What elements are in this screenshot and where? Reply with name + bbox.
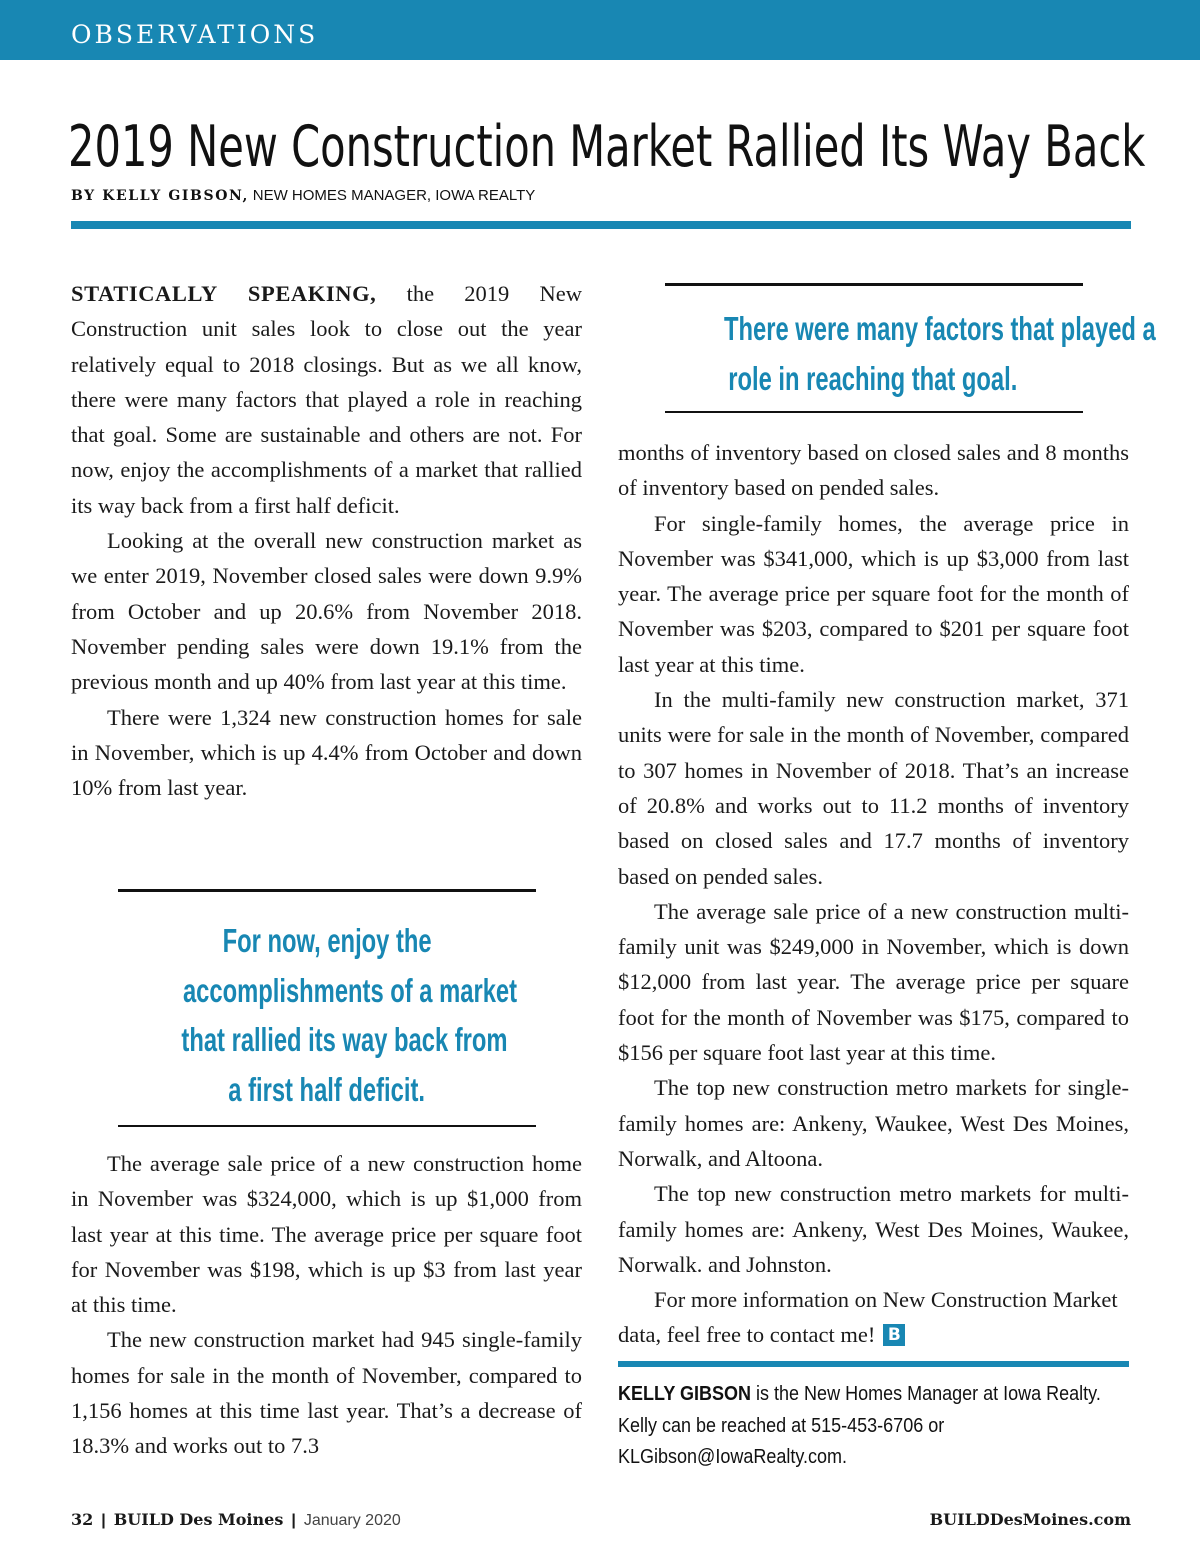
left-column-top	[71, 276, 582, 805]
body-paragraph: In the multi-family new construction market, 371 units were for sale in the month of November, compared to 307 homes in November of 2018. That’s an increase of 20.8% and works out to 11.2 months of inventory based on closed sales and 17.7 months of inventory based on pended sales.	[618, 687, 1129, 889]
pullquote-top-rule	[665, 283, 1083, 286]
bio-divider	[618, 1361, 1129, 1367]
body-paragraph: The top new construction metro markets for multi-family homes are: Ankeny, West Des Moines, Waukee, Norwalk. and Johnston.	[618, 1181, 1129, 1277]
magazine-name: BUILD Des Moines	[113, 1510, 284, 1529]
body-paragraph: The average sale price of a new construction home in November was $324,000, which is up $1,000 from last year at this time. The average price per square foot for November was $198, which is up $3 from last year at this time.	[71, 1151, 582, 1318]
pullquote-left	[118, 916, 536, 1114]
body-paragraph: There were 1,324 new construction homes for sale in November, which is up 4.4% from October and down 10% from last year.	[71, 704, 582, 801]
body-paragraph: months of inventory based on closed sales and 8 months of inventory based on pended sales.	[618, 440, 1129, 501]
section-header-bar	[0, 0, 1200, 60]
pullquote-line: that rallied its way back from	[181, 1021, 508, 1058]
body-paragraph	[71, 276, 582, 523]
body-paragraph: Looking at the overall new construction market as we enter 2019, November closed sales were down 9.9% from October and up 20.6% from November 2018. November pending sales were down 19.1% from the previous month and up 40% from last year at this time.	[71, 528, 582, 695]
issue-date: January 2020	[303, 1512, 401, 1529]
pullquote-bottom-rule	[118, 1125, 536, 1127]
bio-line: Kelly can be reached at 515-453-6706 or	[618, 1414, 945, 1437]
header-divider	[71, 221, 1131, 229]
left-column-bottom	[71, 1146, 582, 1464]
body-paragraph: For single-family homes, the average price in November was $341,000, which is up $3,000 from last year. The average price per square foot for the month of November was $203, compared to $201 per square foot last year at this time.	[618, 510, 1129, 677]
bio-email: KLGibson@IowaRealty.com.	[618, 1446, 848, 1468]
pullquote-right	[640, 304, 1156, 404]
right-column	[618, 435, 1129, 1353]
byline	[71, 186, 535, 208]
pullquote-bottom-rule	[665, 411, 1083, 413]
article-title: 2019 New Construction Market Rallied Its Way Back	[68, 114, 1146, 180]
lead-in: STATICALLY SPEAKING,	[71, 281, 377, 306]
paragraph-text: For more information on New Construction Market data, feel free to contact me!	[618, 1287, 1118, 1348]
body-paragraph: The top new construction metro markets for single-family homes are: Ankeny, Waukee, West Des Moines, Norwalk, and Altoona.	[618, 1075, 1129, 1171]
pullquote-top-rule	[118, 889, 536, 892]
body-paragraph: The average sale price of a new construction multi-family unit was $249,000 in November, which is down $12,000 from last year. The average price per square foot for the month of November was $175, compared to $156 per square foot last year at this time.	[618, 898, 1129, 1066]
end-mark-icon: B	[883, 1324, 905, 1346]
pullquote-line: role in reaching that goal.	[728, 360, 1018, 397]
pullquote-line: There were many factors that played a	[723, 310, 1156, 347]
pullquote-line: For now, enjoy the	[222, 922, 432, 959]
bio-name: KELLY GIBSON	[618, 1383, 752, 1405]
pullquote-line: accomplishments of a market	[182, 971, 518, 1009]
paragraph-text: the 2019 New Construction unit sales look to close out the year relatively equal to 2018 closings. But as we all know, there were many factors that played a role in reaching that goal. Some are sustainable and others are not. For now, enjoy the accomplishments of a market that rallied its way back from a first half deficit.	[71, 281, 582, 518]
footer-separator: |	[291, 1512, 296, 1529]
byline-title: NEW HOMES MANAGER, IOWA REALTY	[252, 187, 536, 204]
pullquote-line: a first half deficit.	[228, 1070, 426, 1108]
page-footer	[71, 1508, 1131, 1532]
bio-line: KELLY GIBSON is the New Homes Manager at Iowa Realty.	[618, 1383, 1101, 1405]
website-link[interactable]: BUILDDesMoines.com	[929, 1510, 1131, 1529]
byline-author: BY KELLY GIBSON,	[71, 188, 249, 204]
section-label: OBSERVATIONS	[71, 20, 319, 49]
body-paragraph	[618, 1282, 1129, 1353]
footer-separator: |	[101, 1512, 106, 1529]
body-paragraph: The new construction market had 945 single-family homes for sale in the month of November, compared to 1,156 homes at this time last year. That’s a decrease of 18.3% and works out to 7.3	[71, 1327, 582, 1459]
author-bio	[618, 1379, 1101, 1474]
page-number: 32	[71, 1510, 94, 1529]
